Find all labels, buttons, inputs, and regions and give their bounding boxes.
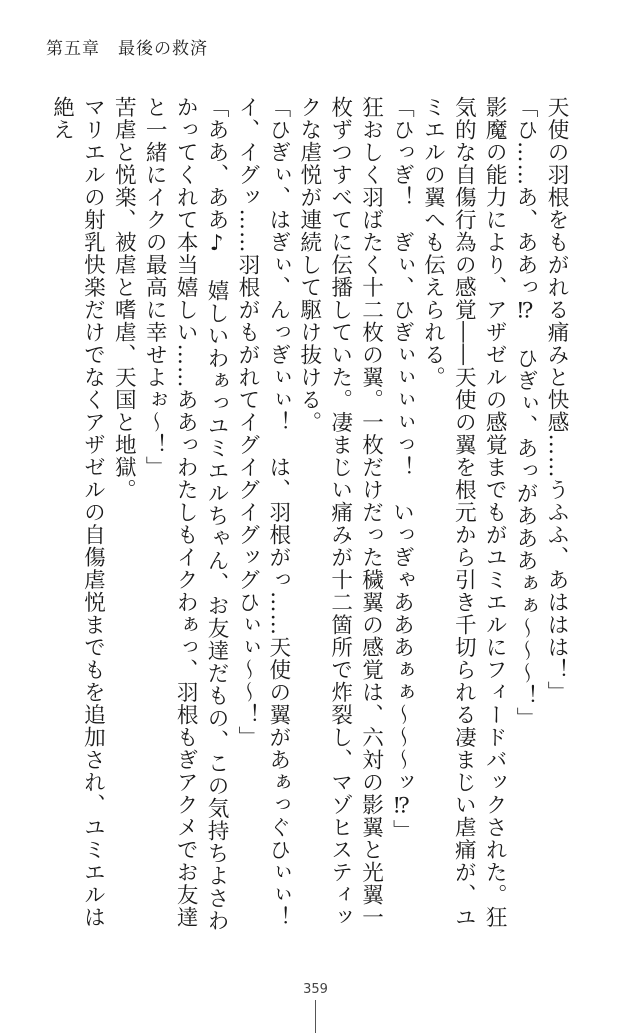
- vertical-text-body: [46, 96, 571, 951]
- page-number: 359: [303, 982, 328, 997]
- running-head: 第五章 最後の救済: [46, 39, 208, 59]
- page-number-rule: [315, 1000, 316, 1033]
- paragraph: 「ひぎぃ、はぎぃ、んっぎぃぃ！ は、羽根がっ……天使の翼があぁっぐひぃぃ！ イ、イグッ……羽根がもがれてイグイグイグッグひぃぃ～～！」: [234, 96, 291, 951]
- paragraph: 影魔の能力により、アザゼルの感覚までもがユミエルにフィードバックされた。狂気的な自傷行為の感覚――天使の翼を根元から引き千切られる凄まじい虐痛が、ユミエルの翼へも伝えられる。: [420, 96, 508, 929]
- paragraph: マリエルの射乳快楽だけでなくアザゼルの自傷虐悦までもを追加され、ユミエルは絶え: [49, 96, 106, 929]
- paragraph: 狂おしく羽ばたく十二枚の翼。一枚だけだった穢翼の感覚は、六対の影翼と光翼一枚ずつすべてに伝播していた。凄まじい痛みが十二箇所で炸裂し、マゾヒスティックな虐悦が連続して駆け抜ける。: [296, 96, 384, 929]
- paragraph: 「ああ、ああ♪ 嬉しいわぁっユミエルちゃん、お友達だもの、この気持ちよさわかってくれて本当嬉しい……ああっわたしもイクわぁっ、羽根もぎアクメでお友達と一緒にイクの最高に幸せよぉ～！」: [142, 96, 230, 932]
- paragraph: 苦虐と悦楽、被虐と嗜虐、天国と地獄。: [111, 96, 137, 501]
- paragraph: 「ひ……あ、ああっ⁉ ひぎぃ、あっがあああぁぁ～～～！」: [513, 96, 539, 730]
- paragraph: 天使の羽根をもがれる痛みと快感……うふふ、あははは！」: [544, 96, 569, 704]
- paragraph: 「ひっぎ！ ぎぃ、ひぎぃぃぃぃっ！ いっぎゃあああぁぁ～～～ッ⁉」: [389, 96, 415, 842]
